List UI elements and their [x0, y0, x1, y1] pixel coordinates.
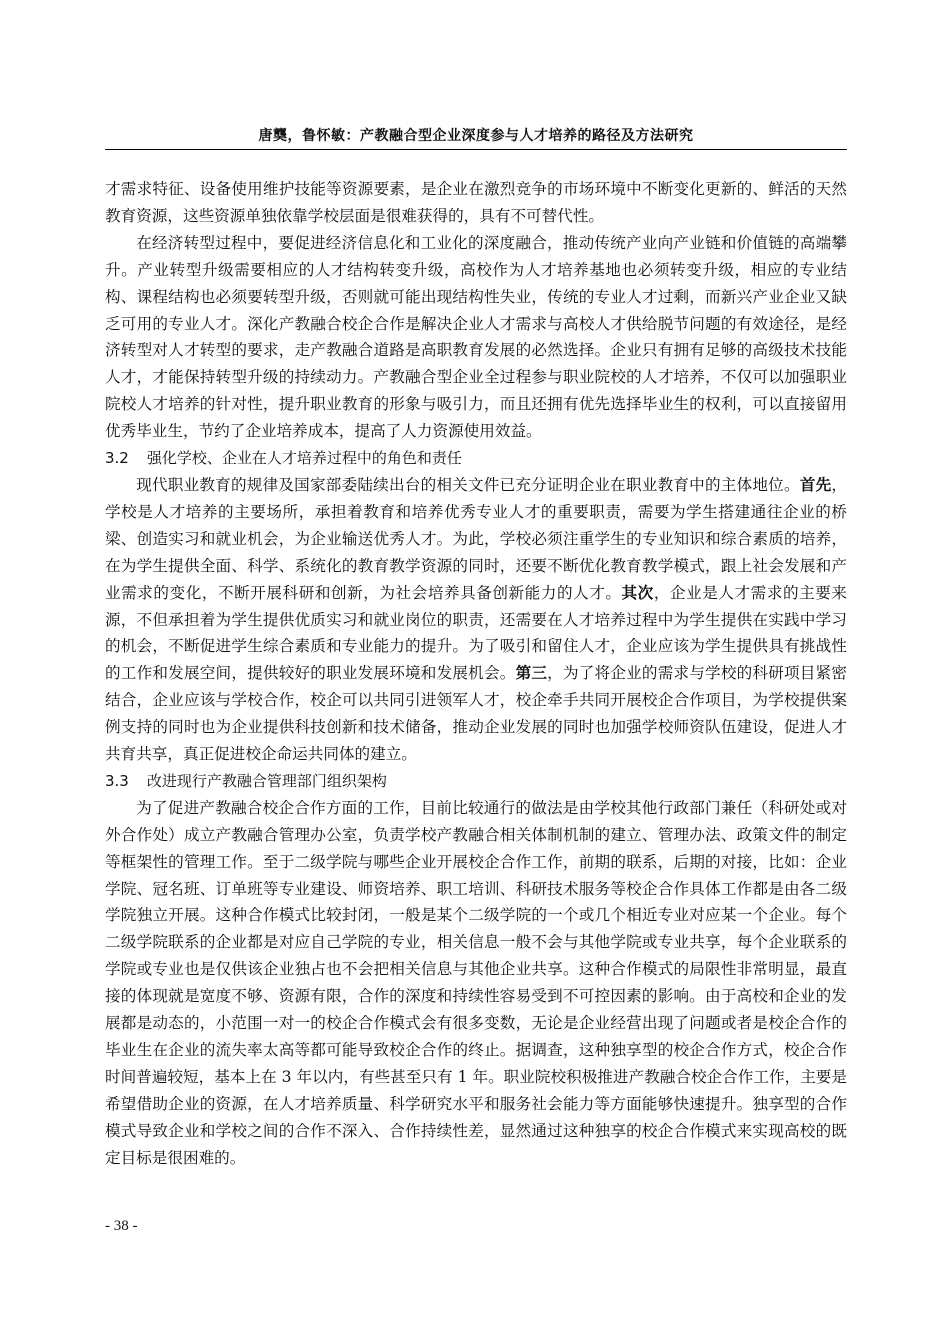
- header-rule: [105, 149, 847, 150]
- emphasis: 其次: [621, 582, 654, 602]
- running-header: 唐龑，鲁怀敏：产教融合型企业深度参与人才培养的路径及方法研究: [258, 128, 694, 144]
- text-run: ，学校是人才培养的主要场所，承担着教育和培养优秀专业人才的重要职责，需要为学生搭建通往企业的桥梁、创造实习和就业机会，为企业输送优秀人才。为此，学校必须注重学生的专业知识和综合素质的培养，在为学生提供全面、科学、系统化的教育教学资源的同时，还要不断优化教育教学模式，跟上社会发展和产业需求的变化，不断开展科研和创新，为社会培养具备创新能力的人才。: [105, 475, 847, 602]
- emphasis: 第三: [515, 663, 548, 683]
- section-title: 强化学校、企业在人才培养过程中的角色和责任: [146, 449, 462, 468]
- section-number: 3.2: [105, 449, 129, 468]
- section-title: 改进现行产教融合管理部门组织架构: [146, 771, 387, 790]
- section-heading-3-3: [105, 768, 847, 795]
- text-run: 现代职业教育的规律及国家部委陆续出台的相关文件已充分证明企业在职业教育中的主体地位。: [136, 475, 800, 494]
- paragraph: 为了促进产教融合校企合作方面的工作，目前比较通行的做法是由学校其他行政部门兼任（科研处或对外合作处）成立产教融合管理办公室，负责学校产教融合相关体制机制的建立、管理办法、政策文件的制定等框架性的管理工作。至于二级学院与哪些企业开展校企合作工作，前期的联系，后期的对接，比如：企业学院、冠名班、订单班等专业建设、师资培养、职工培训、科研技术服务等校企合作具体工作都是由各二级学院独立开展。这种合作模式比较封闭，一般是某个二级学院的一个或几个相近专业对应某一个企业。每个二级学院联系的企业都是对应自己学院的专业，相关信息一般不会与其他学院或专业共享，每个企业联系的学院或专业也是仅供该企业独占也不会把相关信息与其他企业共享。这种合作模式的局限性非常明显，最直接的体现就是宽度不够、资源有限，合作的深度和持续性容易受到不可控因素的影响。由于高校和企业的发展都是动态的，小范围一对一的校企合作模式会有很多变数，无论是企业经营出现了问题或者是校企合作的毕业生在企业的流失率太高等都可能导致校企合作的终止。据调查，这种独享型的校企合作方式，校企合作时间普遍较短，基本上在 3 年以内，有些甚至只有 1 年。职业院校积极推进产教融合校企合作工作，主要是希望借助企业的资源，在人才培养质量、科学研究水平和服务社会能力等方面能够快速提升。独享型的合作模式导致企业和学校之间的合作不深入、合作持续性差，显然通过这种独享的校企合作模式来实现高校的既定目标是很困难的。: [105, 798, 847, 1167]
- text-run: ，为了将企业的需求与学校的科研项目紧密结合，企业应该与学校合作，校企可以共同引进领军人才，校企牵手共同开展校企合作项目，为学校提供案例支持的同时也为企业提供科技创新和技术储备，推动企业发展的同时也加强学校师资队伍建设，促进人才共育共享，真正促进校企命运共同体的建立。: [105, 664, 847, 764]
- section-heading-3-2: [105, 445, 847, 472]
- section-number: 3.3: [105, 771, 129, 790]
- paragraph: [105, 472, 847, 768]
- emphasis: 首先: [799, 474, 832, 494]
- paragraph: 在经济转型过程中，要促进经济信息化和工业化的深度融合，推动传统产业向产业链和价值链的高端攀升。产业转型升级需要相应的人才结构转变升级，高校作为人才培养基地也必须转变升级，相应的专业结构、课程结构也必须要转型升级，否则就可能出现结构性失业，传统的专业人才过剩，而新兴产业企业又缺乏可用的专业人才。深化产教融合校企合作是解决企业人才需求与高校人才供给脱节问题的有效途径，是经济转型对人才转型的要求，走产教融合道路是高职教育发展的必然选择。企业只有拥有足够的高级技术技能人才，才能保持转型升级的持续动力。产教融合型企业全过程参与职业院校的人才培养，不仅可以加强职业院校人才培养的针对性，提升职业教育的形象与吸引力，而且还拥有优先选择毕业生的权利，可以直接留用优秀毕业生，节约了企业培养成本，提高了人力资源使用效益。: [105, 233, 847, 441]
- article-body: [105, 176, 847, 1172]
- text-run: ，企业是人才需求的主要来源，不但承担着为学生提供优质实习和就业岗位的职责，还需要在人才培养过程中为学生提供在实践中学习的机会，不断促进学生综合素质和专业能力的提升。为了吸引和留住人才，企业应该为学生提供具有挑战性的工作和发展空间，提供较好的职业发展环境和发展机会。: [105, 583, 847, 683]
- paragraph: 才需求特征、设备使用维护技能等资源要素，是企业在激烈竞争的市场环境中不断变化更新的、鲜活的天然教育资源，这些资源单独依靠学校层面是很难获得的，具有不可替代性。: [105, 180, 847, 225]
- page-number: - 38 -: [105, 1218, 138, 1234]
